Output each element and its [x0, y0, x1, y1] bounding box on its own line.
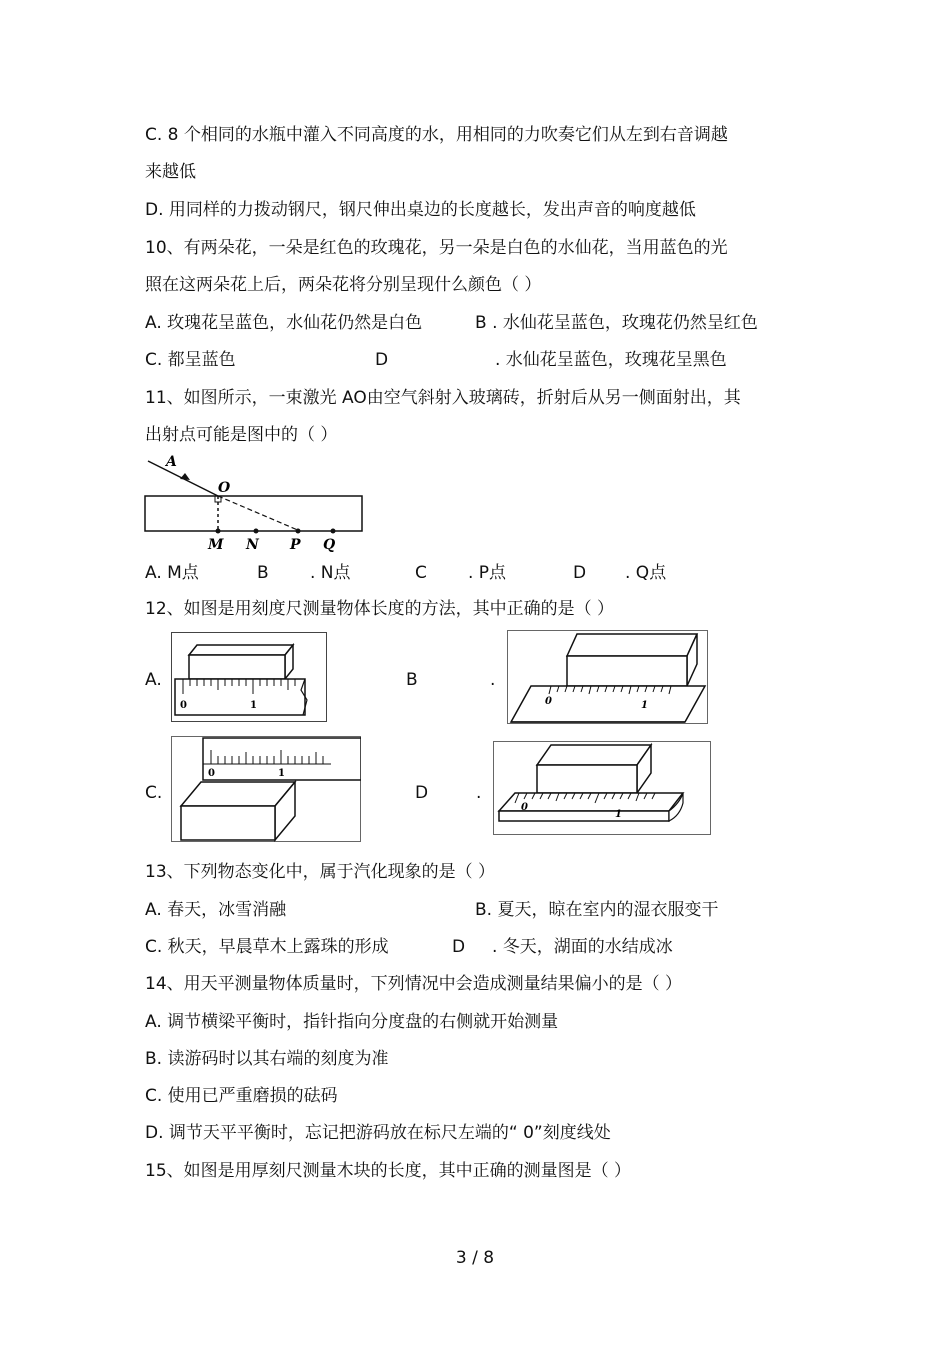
q9-option-c-cont: 来越低 — [145, 162, 196, 182]
q11-stem-cont: 出射点可能是图中的（ ） — [145, 425, 338, 445]
q12-stem: 12、如图是用刻度尺测量物体长度的方法，其中正确的是（ ） — [145, 599, 615, 619]
tick-label-1: 1 — [615, 809, 622, 820]
tick-label-0: 0 — [521, 802, 528, 813]
tick-label-0: 0 — [208, 768, 215, 779]
refracted-ray — [218, 496, 300, 531]
q12-option-a-label: A. — [145, 670, 162, 690]
q13-option-c: C. 秋天，早晨草木上露珠的形成 — [145, 937, 389, 957]
q11-option-b: . N点 — [310, 563, 351, 583]
ruler — [175, 679, 305, 715]
label-n: N — [246, 537, 259, 552]
q14-option-d: D. 调节天平平衡时，忘记把游码放在标尺左端的“ 0”刻度线处 — [145, 1123, 611, 1143]
block-front — [567, 656, 687, 686]
block-top — [567, 634, 697, 656]
q14-stem: 14、用天平测量物体质量时，下列情况中会造成测量结果偏小的是（ ） — [145, 974, 683, 994]
tick-label-1: 1 — [641, 700, 648, 711]
q12-option-d-label: D — [415, 783, 429, 803]
q11-option-d-letter: D — [573, 563, 587, 583]
q14-option-b: B. 读游码时以其右端的刻度为准 — [145, 1049, 389, 1069]
point-n — [254, 529, 259, 534]
point-p — [296, 529, 301, 534]
q13-option-b: B. 夏天，晾在室内的湿衣服变干 — [475, 900, 719, 920]
point-q — [331, 529, 336, 534]
q10-option-a: A. 玫瑰花呈蓝色，水仙花仍然是白色 — [145, 313, 423, 333]
label-q: Q — [323, 537, 336, 552]
glass-block — [145, 496, 362, 531]
q11-stem: 11、如图所示，一束激光 AO由空气斜射入玻璃砖，折射后从另一侧面射出，其 — [145, 388, 741, 408]
tick-label-0: 0 — [545, 696, 552, 707]
q9-option-c: C. 8 个相同的水瓶中灌入不同高度的水，用相同的力吹奏它们从左到右音调越 — [145, 125, 728, 145]
q11-option-d: . Q点 — [625, 563, 667, 583]
q10-option-c: C. 都呈蓝色 — [145, 350, 236, 370]
ruler-figure-a — [171, 632, 327, 722]
ruler-figure-d — [493, 741, 711, 835]
q10-stem: 10、有两朵花，一朵是红色的玫瑰花，另一朵是白色的水仙花，当用蓝色的光 — [145, 238, 728, 258]
label-a: A — [166, 454, 177, 470]
q10-option-d-letter: D — [375, 350, 389, 370]
q12-option-d-dot: . — [476, 783, 482, 803]
q12-option-c-label: C. — [145, 783, 163, 803]
ray-arrow-icon — [180, 473, 190, 480]
tick-label-0: 0 — [180, 700, 187, 711]
q10-stem-cont: 照在这两朵花上后，两朵花将分别呈现什么颜色（ ） — [145, 275, 542, 295]
q15-stem: 15、如图是用厚刻尺测量木块的长度，其中正确的测量图是（ ） — [145, 1161, 632, 1181]
q14-option-a: A. 调节横梁平衡时，指针指向分度盘的右侧就开始测量 — [145, 1012, 559, 1032]
page-total: 8 — [483, 1248, 495, 1268]
q13-option-d-letter: D — [452, 937, 466, 957]
q12-option-b-label: B — [406, 670, 418, 690]
q13-option-a: A. 春天，冰雪消融 — [145, 900, 287, 920]
q13-option-d: . 冬天，湖面的水结成冰 — [492, 937, 673, 957]
q11-option-a: A. M点 — [145, 563, 199, 583]
q11-option-b-letter: B — [257, 563, 269, 583]
q11-option-c: . P点 — [468, 563, 507, 583]
q13-stem: 13、下列物态变化中，属于汽化现象的是（ ） — [145, 862, 496, 882]
q10-option-b: B . 水仙花呈蓝色，玫瑰花仍然呈红色 — [475, 313, 758, 333]
block-front — [181, 806, 275, 840]
q10-option-d: . 水仙花呈蓝色，玫瑰花呈黑色 — [495, 350, 727, 370]
ruler-figure-c — [171, 736, 361, 842]
q12-option-b-dot: . — [490, 670, 496, 690]
block-front — [189, 655, 285, 679]
label-p: P — [290, 537, 301, 552]
page-current: 3 — [455, 1248, 467, 1268]
ruler-figure-b — [507, 630, 708, 724]
page-separator: / — [472, 1248, 478, 1268]
label-o: O — [218, 480, 231, 496]
block-front — [537, 765, 637, 793]
page-number — [0, 1248, 950, 1268]
q11-option-c-letter: C — [415, 563, 427, 583]
block-top — [537, 745, 651, 765]
tick-label-1: 1 — [278, 768, 285, 779]
tick-label-1: 1 — [250, 700, 257, 711]
thick-ruler — [511, 686, 705, 722]
q14-option-c: C. 使用已严重磨损的砝码 — [145, 1086, 338, 1106]
q9-option-d: D. 用同样的力拨动钢尺，钢尺伸出桌边的长度越长，发出声音的响度越低 — [145, 200, 696, 220]
point-m — [216, 529, 221, 534]
block-top — [189, 645, 293, 655]
laser-figure — [140, 452, 370, 552]
label-m: M — [208, 537, 224, 552]
